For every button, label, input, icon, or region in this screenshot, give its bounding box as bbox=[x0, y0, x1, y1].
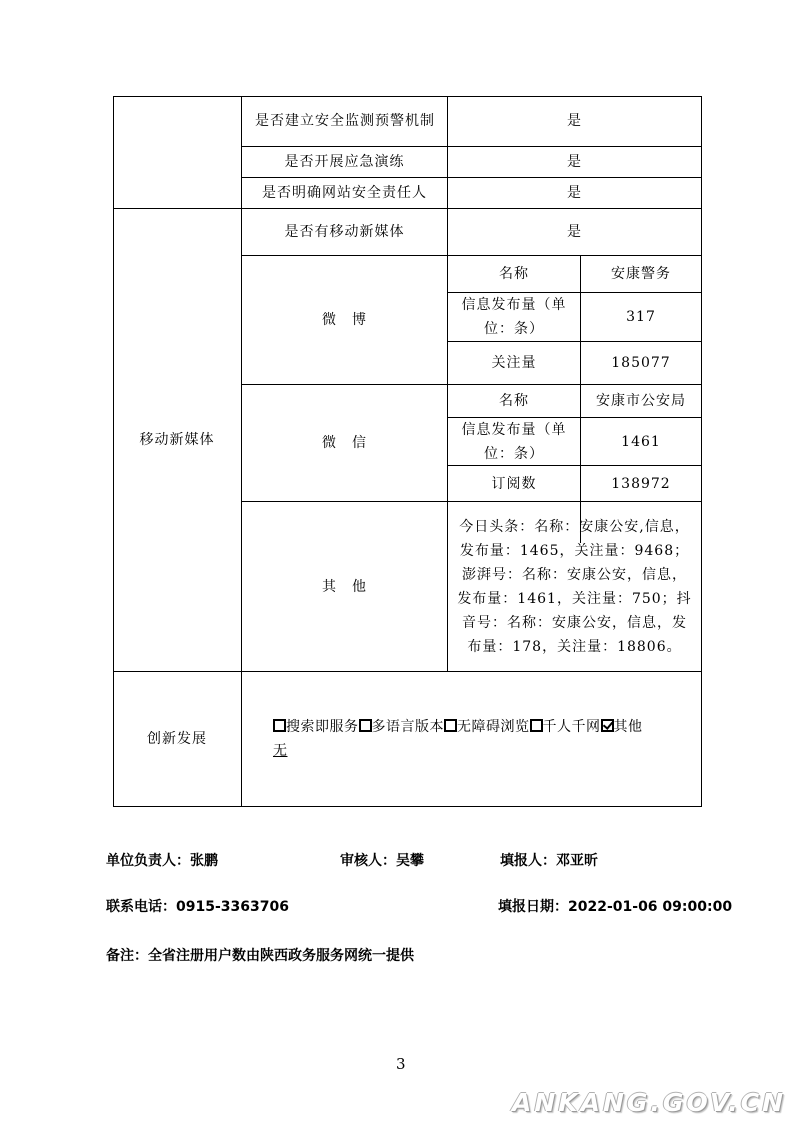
wechat-label: 微 信 bbox=[322, 435, 367, 451]
checkbox-unchecked-icon[interactable] bbox=[359, 719, 372, 732]
media-section-label: 移动新媒体 bbox=[139, 432, 215, 448]
wechat-name-label: 名称 bbox=[499, 393, 529, 409]
wechat-name-value: 安康市公安局 bbox=[596, 393, 686, 409]
checkbox-checked-icon[interactable] bbox=[601, 719, 614, 732]
innovation-label: 创新发展 bbox=[147, 731, 207, 747]
note: 备注：全省注册用户数由陕西政务服务网统一提供 bbox=[106, 948, 414, 964]
weibo-posts-value: 317 bbox=[626, 309, 656, 325]
weibo-posts-label: 信息发布量（单位：条） bbox=[461, 297, 567, 337]
checkbox-unchecked-icon[interactable] bbox=[530, 719, 543, 732]
weibo-followers-label: 关注量 bbox=[491, 355, 537, 371]
wechat-posts-value: 1461 bbox=[621, 433, 661, 450]
weibo-followers-value: 185077 bbox=[611, 355, 671, 371]
other-media-text: 今日头条：名称：安康公安,信息，发布量：1465，关注量：9468；澎湃号：名称：安康公安，信息，发布量：1461，关注量：750；抖音号：名称：安康公安，信息，发布量：178，关注量：18806。 bbox=[457, 518, 692, 655]
filler: 填报人：邓亚昕 bbox=[500, 853, 598, 869]
page-number: 3 bbox=[396, 1055, 406, 1073]
security-warning-question: 是否建立安全监测预警机制 bbox=[255, 113, 435, 129]
option-search-service[interactable]: 搜索即服务 bbox=[273, 719, 359, 735]
weibo-name-value: 安康警务 bbox=[611, 266, 671, 282]
security-officer-answer: 是 bbox=[567, 185, 582, 201]
option-other-value: 无 bbox=[273, 743, 288, 759]
innovation-options bbox=[273, 672, 701, 806]
security-officer-question: 是否明确网站安全责任人 bbox=[262, 185, 427, 201]
security-warning-answer: 是 bbox=[567, 113, 582, 129]
weibo-label: 微 博 bbox=[322, 312, 367, 328]
table-border-bottom bbox=[113, 806, 702, 807]
wechat-subs-label: 订阅数 bbox=[491, 475, 537, 492]
site-watermark: ANKANG.GOV.CN bbox=[512, 1088, 787, 1117]
wechat-subs-value: 138972 bbox=[611, 475, 671, 492]
table-border-right bbox=[701, 96, 702, 807]
reviewer: 审核人：吴攀 bbox=[340, 853, 424, 869]
other-media-label: 其 他 bbox=[322, 578, 367, 595]
option-multilingual[interactable]: 多语言版本 bbox=[359, 719, 445, 735]
has-media-question: 是否有移动新媒体 bbox=[284, 224, 405, 240]
security-drill-answer: 是 bbox=[567, 154, 582, 170]
checkbox-unchecked-icon[interactable] bbox=[444, 719, 457, 732]
wechat-posts-label: 信息发布量（单位：条） bbox=[461, 421, 567, 462]
security-drill-question: 是否开展应急演练 bbox=[284, 154, 405, 170]
checkbox-unchecked-icon[interactable] bbox=[273, 719, 286, 732]
contact-phone: 联系电话：0915-3363706 bbox=[106, 899, 289, 915]
option-accessibility[interactable]: 无障碍浏览 bbox=[444, 719, 530, 735]
responsible-person: 单位负责人：张鹏 bbox=[106, 853, 218, 869]
has-media-answer: 是 bbox=[567, 224, 582, 240]
option-other[interactable]: 其他 bbox=[601, 719, 643, 735]
fill-date: 填报日期：2022-01-06 09:00:00 bbox=[498, 899, 733, 915]
option-personalized[interactable]: 千人千网 bbox=[530, 719, 601, 735]
weibo-name-label: 名称 bbox=[499, 266, 529, 282]
report-table bbox=[113, 96, 702, 807]
